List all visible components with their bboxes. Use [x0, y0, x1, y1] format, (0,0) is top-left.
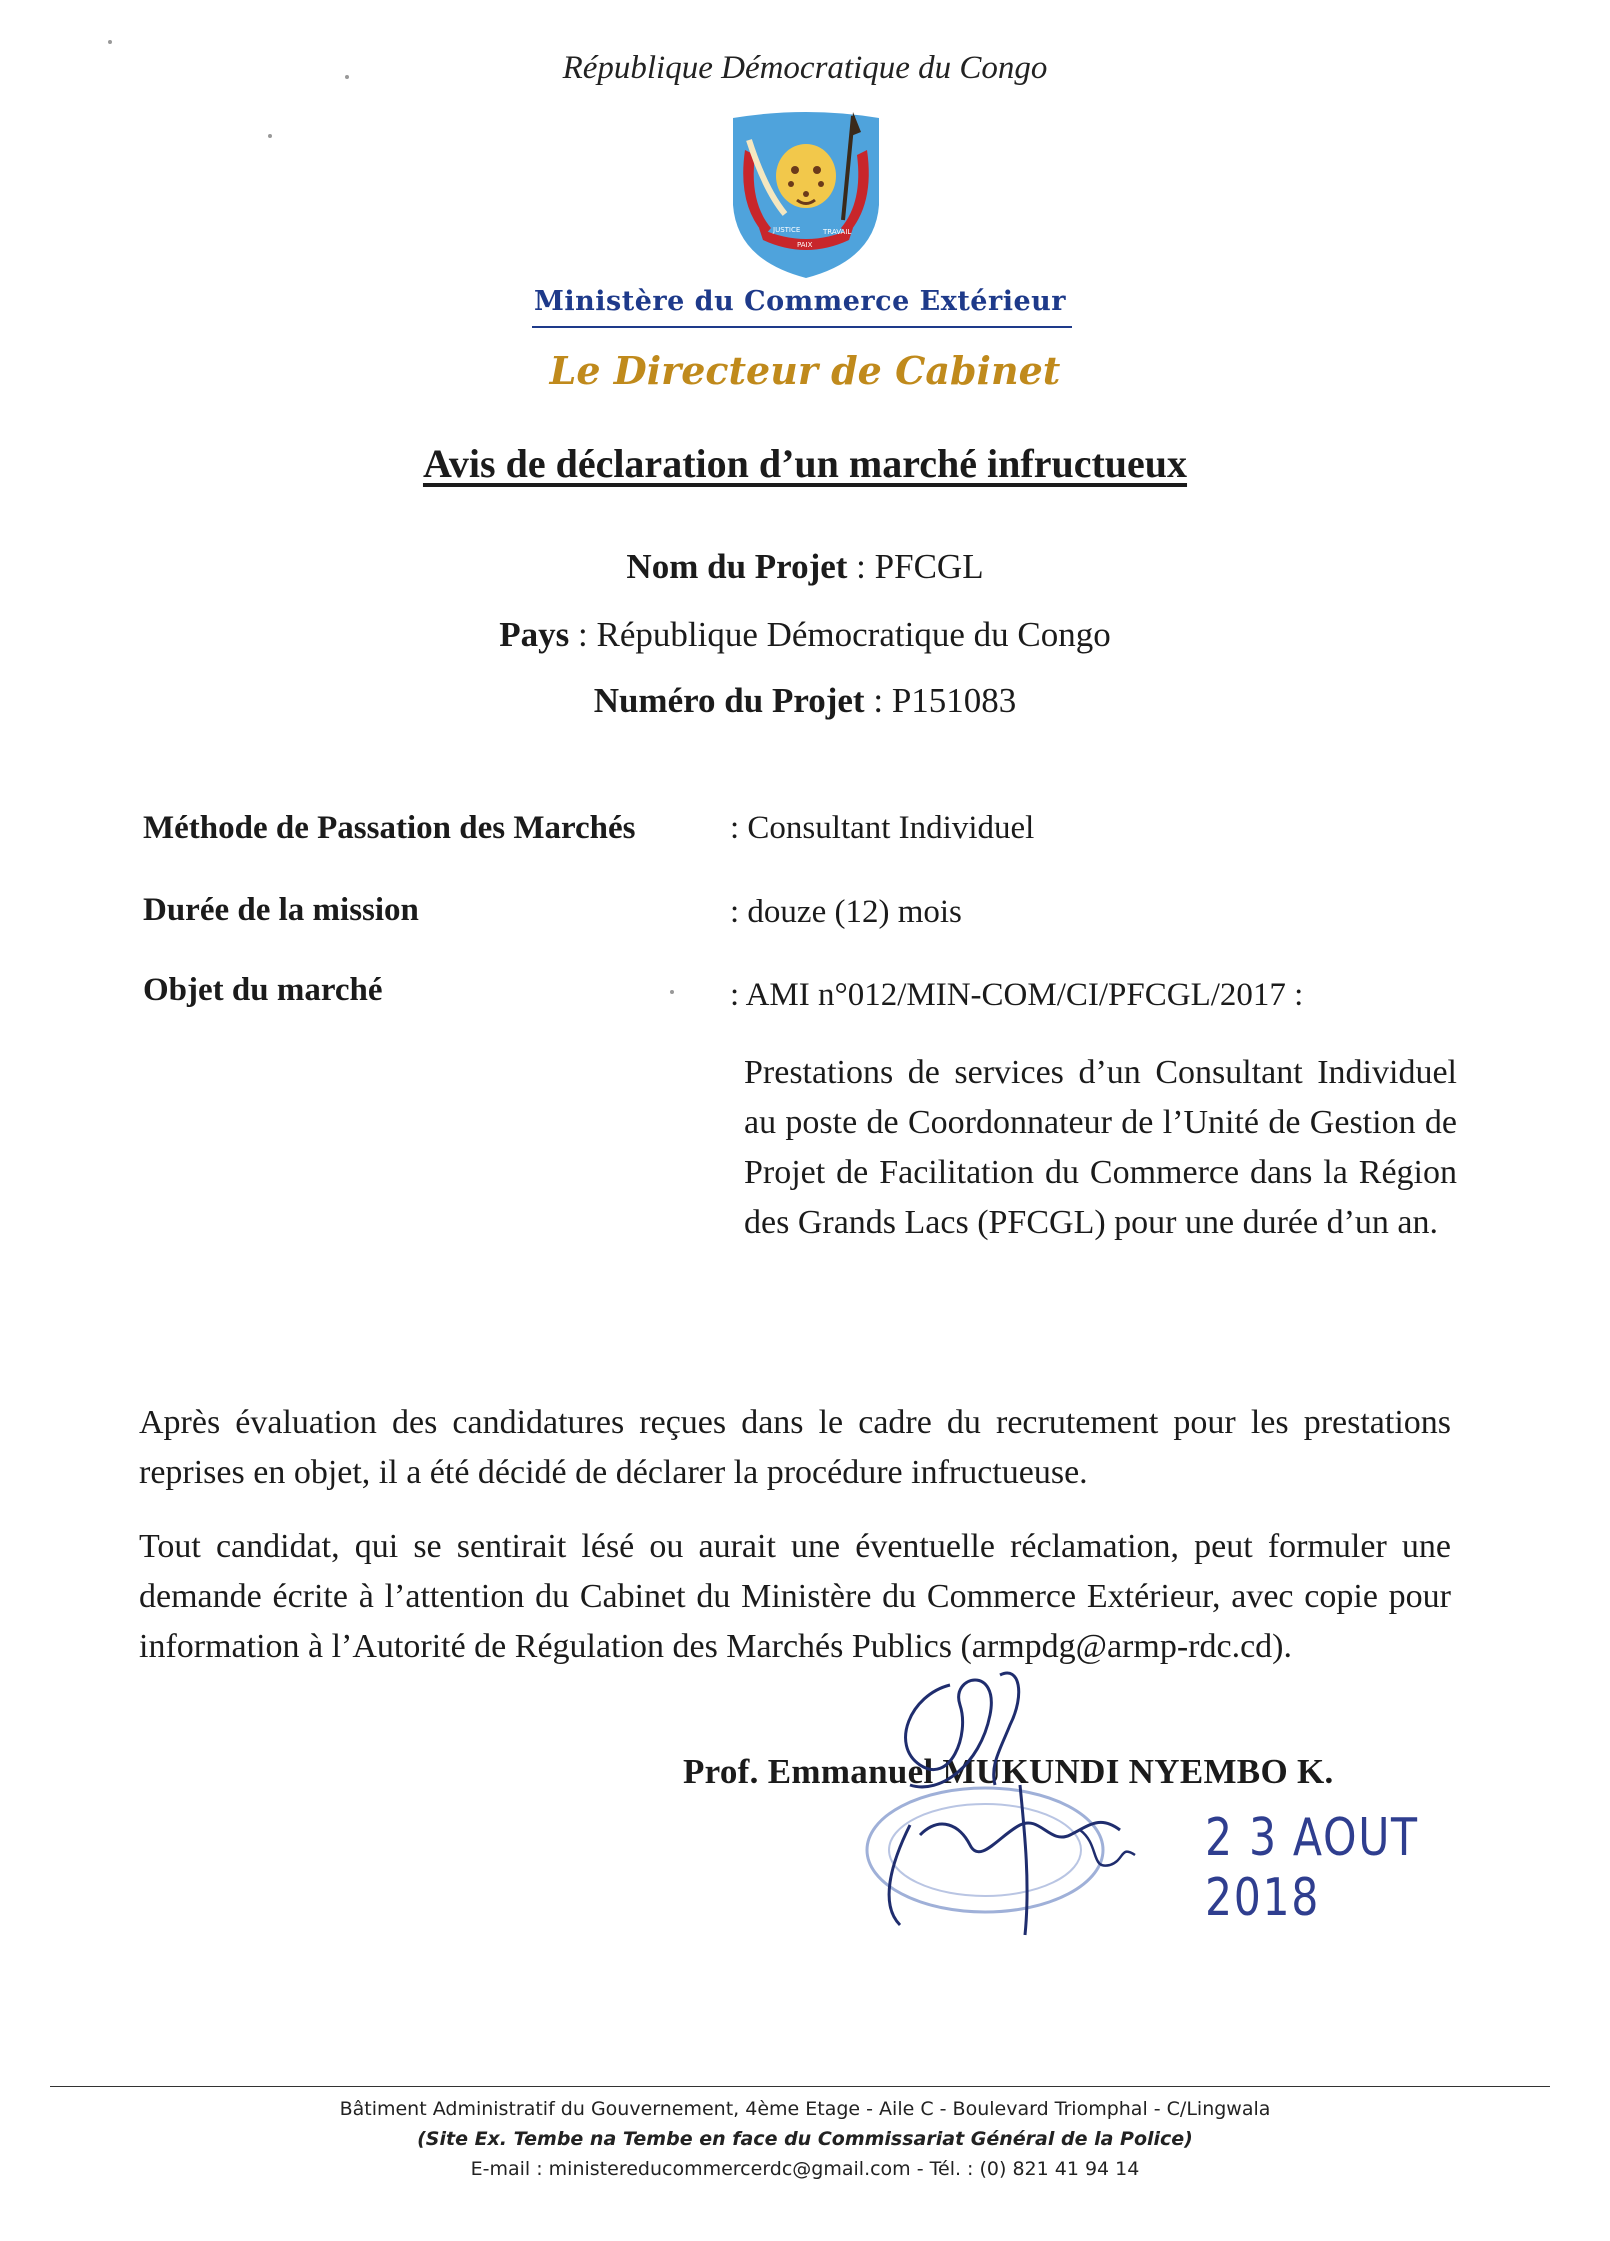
director-heading: Le Directeur de Cabinet [549, 348, 1061, 393]
motto-right: TRAVAIL [823, 228, 852, 236]
object-label: Objet du marché [143, 972, 383, 1008]
footer-address: Bâtiment Administratif du Gouvernement, 4ème Etage - Aile C - Boulevard Triomphal - C/Lingwala [339, 2098, 1271, 2120]
republic-heading: République Démocratique du Congo [562, 50, 1048, 86]
project-number-label: Numéro du Projet [593, 681, 865, 720]
project-name-value: : PFCGL [847, 547, 984, 586]
project-name-label: Nom du Projet [626, 547, 848, 586]
project-number-value: : P151083 [864, 681, 1017, 720]
date-stamp: 2 3 AOUT 2018 [1205, 1808, 1419, 1928]
scan-speck [108, 40, 112, 44]
project-name-line [0, 547, 1610, 587]
method-value: : Consultant Individuel [730, 810, 1035, 846]
ministry-underline [532, 326, 1072, 328]
footer-contact: E-mail : ministereducommercerdc@gmail.com - Tél. : (0) 821 41 94 14 [470, 2158, 1140, 2180]
motto-center: PAIX [797, 241, 813, 249]
coat-of-arms-emblem [725, 110, 887, 280]
paragraph-claims: Tout candidat, qui se sentirait lésé ou aurait une éventuelle réclamation, peut formuler une demande écrite à l’attention du Cabinet du Ministère du Commerce Extérieur, avec copie pour information à l’Autorité de Régulation des Marchés Publics (armpdg@armp-rdc.cd). [139, 1528, 1451, 1665]
motto-left: JUSTICE [773, 226, 801, 234]
duration-label: Durée de la mission [143, 892, 419, 928]
duration-value: : douze (12) mois [730, 894, 962, 930]
signatory-name: Prof. Emmanuel MUKUNDI NYEMBO K. [683, 1752, 1334, 1791]
object-description: Prestations de services d’un Consultant Individuel au poste de Coordonnateur de l’Unité de Gestion de Projet de Facilitation du Commerce dans la Région des Grands Lacs (PFCGL) pour une durée d’un an. [744, 1054, 1457, 1241]
handwritten-signature [850, 1655, 1230, 1955]
scan-speck [670, 990, 674, 994]
footer-divider [50, 2086, 1550, 2087]
scan-speck [268, 134, 272, 138]
object-value: : AMI n°012/MIN-COM/CI/PFCGL/2017 : [730, 977, 1304, 1013]
footer-location: (Site Ex. Tembe na Tembe en face du Commissariat Général de la Police) [417, 2128, 1193, 2150]
document-title: Avis de déclaration d’un marché infructueux [422, 441, 1188, 486]
project-number-line [0, 681, 1610, 721]
country-label: Pays [499, 615, 570, 654]
country-line [0, 615, 1610, 655]
method-label: Méthode de Passation des Marchés [143, 810, 636, 846]
paragraph-evaluation: Après évaluation des candidatures reçues dans le cadre du recrutement pour les prestations reprises en objet, il a été décidé de déclarer la procédure infructueuse. [139, 1404, 1451, 1491]
ministry-heading: Ministère du Commerce Extérieur [534, 286, 1066, 317]
country-value: : République Démocratique du Congo [569, 615, 1111, 654]
